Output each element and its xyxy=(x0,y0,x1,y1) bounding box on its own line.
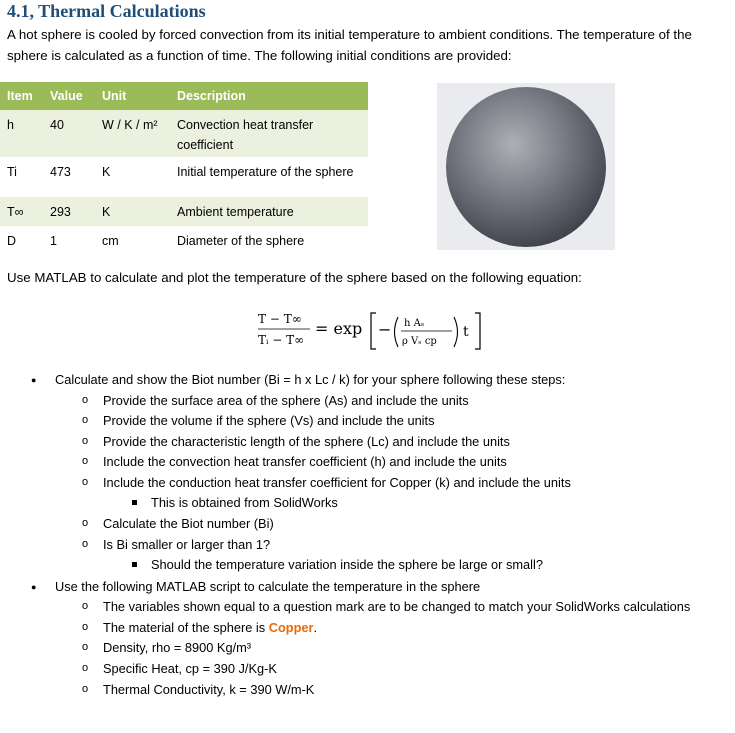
material-value: Copper xyxy=(268,620,314,635)
eq-inner-denominator: ρ Vₛ cp xyxy=(402,336,437,347)
bullet-matlab-script: ● Use the following MATLAB script to calculate the temperature in the sphere xyxy=(55,577,480,598)
eq-numerator: T − T∞ xyxy=(258,312,302,326)
sub-item: o Density, rho = 8900 Kg/m³ xyxy=(103,638,251,659)
cell-unit: W / K / m² xyxy=(102,118,158,132)
cell-item: D xyxy=(7,234,17,248)
sphere-render-image xyxy=(437,83,615,250)
cell-unit: K xyxy=(102,205,111,219)
eq-exp: = exp xyxy=(315,319,363,338)
header-unit: Unit xyxy=(95,82,170,110)
table-row xyxy=(0,226,368,255)
sub-item: o The variables shown equal to a question mark are to be changed to match your SolidWorks calculations xyxy=(103,597,690,618)
cell-description: Diameter of the sphere xyxy=(177,234,305,248)
sub-sub-item: Should the temperature variation inside the sphere be large or small? xyxy=(151,555,543,576)
section-title: 4.1, Thermal Calculations xyxy=(7,1,206,21)
sub-item: o Is Bi smaller or larger than 1? xyxy=(103,535,270,556)
cell-description: Initial temperature of the sphere xyxy=(177,165,354,179)
sub-item: o Calculate the Biot number (Bi) xyxy=(103,514,274,535)
sub-item: o Include the conduction heat transfer coefficient for Copper (k) and include the units xyxy=(103,473,571,494)
table-header-row xyxy=(0,82,368,110)
cell-unit: cm xyxy=(102,234,119,248)
cell-description: Convection heat transfer coefficient xyxy=(177,118,314,152)
cell-item: T∞ xyxy=(7,205,24,219)
table-row xyxy=(0,110,368,157)
table-row xyxy=(0,197,368,226)
sub-item-material xyxy=(103,618,317,639)
temperature-equation xyxy=(258,305,488,353)
table-row xyxy=(0,157,368,197)
cell-value: 293 xyxy=(50,205,71,219)
sub-item: o Thermal Conductivity, k = 390 W/m-K xyxy=(103,680,314,701)
header-item: Item xyxy=(0,82,43,110)
eq-denominator: Tᵢ − T∞ xyxy=(258,333,305,347)
eq-inner-numerator: h Aₛ xyxy=(404,318,425,329)
cell-item: Ti xyxy=(7,165,17,179)
sphere-graphic xyxy=(437,83,615,250)
cell-value: 1 xyxy=(50,234,57,248)
svg-text:−: − xyxy=(378,320,392,339)
sub-item: o Specific Heat, cp = 390 J/Kg-K xyxy=(103,659,277,680)
cell-unit: K xyxy=(102,165,111,179)
cell-value: 40 xyxy=(50,118,64,132)
sub-item: o Provide the characteristic length of the sphere (Lc) and include the units xyxy=(103,432,510,453)
cell-item: h xyxy=(7,118,14,132)
conditions-table xyxy=(0,82,368,255)
sub-item: o Provide the surface area of the sphere (As) and include the units xyxy=(103,391,469,412)
material-period: . xyxy=(313,620,318,635)
sub-item: o Provide the volume if the sphere (Vs) and include the units xyxy=(103,411,434,432)
sub-item: o Include the convection heat transfer coefficient (h) and include the units xyxy=(103,452,507,473)
equation-intro-text: Use MATLAB to calculate and plot the temperature of the sphere based on the following equation: xyxy=(7,270,582,285)
eq-time: t xyxy=(463,324,469,340)
material-label: The material of the sphere is xyxy=(103,620,269,635)
intro-paragraph: A hot sphere is cooled by forced convection from its initial temperature to ambient conditions. The temperature of the sphere is calculated as a function of time. The following initial conditions are provided: xyxy=(7,27,692,63)
sub-sub-item: This is obtained from SolidWorks xyxy=(151,493,338,514)
bullet-biot: ● Calculate and show the Biot number (Bi = h x Lc / k) for your sphere following these steps: xyxy=(55,370,565,391)
header-value: Value xyxy=(43,82,95,110)
header-description: Description xyxy=(170,82,368,110)
cell-value: 473 xyxy=(50,165,71,179)
cell-description: Ambient temperature xyxy=(177,205,294,219)
